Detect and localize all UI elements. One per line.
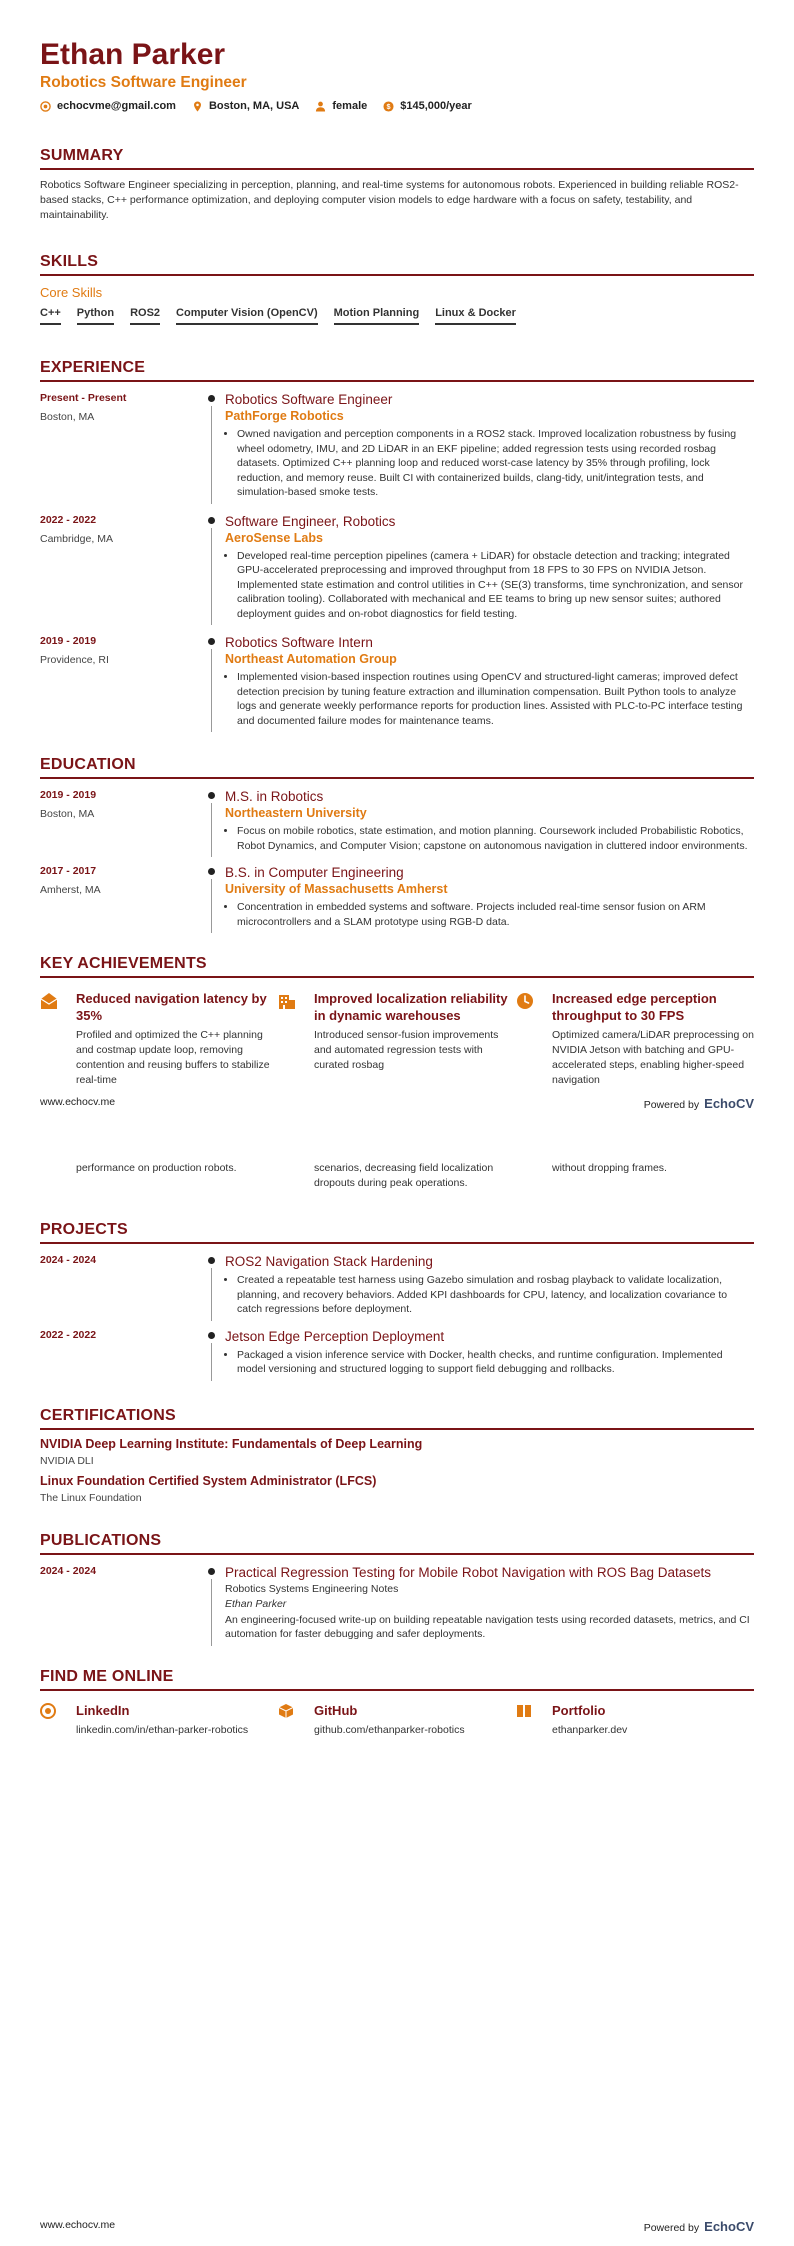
- timeline-rail: [205, 635, 225, 728]
- entry-role: Software Engineer, Robotics: [225, 513, 396, 529]
- section-title-online: FIND ME ONLINE: [40, 1668, 754, 1691]
- projects-section: [40, 1221, 754, 1377]
- coin-icon: [383, 101, 394, 112]
- summary-text: Robotics Software Engineer specializing in perception, planning, and real-time systems for autonomous robots. Experienced in building reliable ROS2-based stacks, C++ performance optimization, and deploying computer vision models to edge hardware with a focus on safety, testability, and maintainability.: [40, 179, 739, 221]
- entry-bullet: • Focus on mobile robotics, state estimation, and motion planning. Coursework included Probabilistic Robotics, Robot Dynamics, and Computer Vision; capstone on autonomous navigation in cluttered indoor environments.: [237, 824, 754, 853]
- entry-date: 2024 - 2024: [40, 1564, 97, 1577]
- project-entry: [40, 1254, 754, 1317]
- achievement-desc-cont: scenarios, decreasing field localization dropouts during peak operations.: [314, 1162, 494, 1189]
- skill-tag: ROS2: [130, 307, 160, 325]
- entry-location: Boston, MA: [40, 411, 95, 423]
- entry-location: Boston, MA: [40, 808, 95, 820]
- brand-logo: EchoCV: [704, 1096, 754, 1111]
- achievement-item-cont: [278, 1161, 516, 1191]
- achievement-item-cont: [40, 1161, 278, 1191]
- brand-logo: EchoCV: [704, 2219, 754, 2234]
- project-name: ROS2 Navigation Stack Hardening: [225, 1254, 433, 1269]
- section-title-summary: SUMMARY: [40, 147, 754, 170]
- experience-entry: [40, 392, 754, 500]
- timeline-rail: [205, 865, 225, 929]
- cert-issuer: The Linux Foundation: [40, 1491, 142, 1504]
- contact-email[interactable]: [40, 100, 176, 112]
- entry-date: 2024 - 2024: [40, 1254, 97, 1266]
- entry-bullet: • Packaged a vision inference service with Docker, health checks, and runtime configuration. Implemented model versioning and structured logging to support field debugging and rollbacks.: [237, 1348, 754, 1377]
- timeline-rail: [205, 789, 225, 853]
- achievement-title: Improved localization reliability in dynamic warehouses: [314, 991, 508, 1023]
- entry-date: 2022 - 2022: [40, 1328, 97, 1341]
- experience-entry: [40, 514, 754, 622]
- footer-site[interactable]: www.echocv.me: [40, 1096, 116, 1108]
- timeline-rail: [205, 1254, 225, 1317]
- online-links: [40, 1703, 754, 1738]
- entry-org: PathForge Robotics: [225, 409, 344, 423]
- entry-org: Northeast Automation Group: [225, 652, 397, 666]
- section-title-achievements: KEY ACHIEVEMENTS: [40, 955, 754, 978]
- candidate-title: Robotics Software Engineer: [40, 74, 247, 91]
- skills-list: [40, 307, 754, 325]
- entry-org: AeroSense Labs: [225, 530, 323, 545]
- candidate-name: Ethan Parker: [40, 38, 226, 71]
- entry-degree: M.S. in Robotics: [225, 789, 324, 804]
- salary-text: $145,000/year: [400, 100, 472, 112]
- powered-by-text: Powered by: [643, 1099, 700, 1111]
- at-icon: [40, 101, 51, 112]
- achievement-item-cont: [516, 1161, 754, 1191]
- timeline-rail: [205, 514, 225, 622]
- summary-section: [40, 147, 754, 223]
- achievements-continued: [40, 1161, 754, 1191]
- powered-by-text: Powered by: [643, 2222, 700, 2234]
- skill-group-label: Core Skills: [40, 285, 103, 300]
- entry-school: Northeastern University: [225, 806, 367, 820]
- page-2: [0, 1123, 794, 2246]
- online-link[interactable]: ethanparker.dev: [552, 1723, 628, 1736]
- online-item-linkedin[interactable]: [40, 1703, 278, 1738]
- page-footer: [40, 2219, 754, 2234]
- svg-text:$: $: [386, 101, 391, 111]
- achievement-item: [40, 990, 278, 1088]
- online-link[interactable]: linkedin.com/in/ethan-parker-robotics: [76, 1723, 249, 1736]
- achievements-grid: [40, 990, 754, 1088]
- entry-bullet: • Developed real-time perception pipelines (camera + LiDAR) for obstacle detection and tracking; integrated GPU-accelerated preprocessing and improved throughput from 18 FPS to 30 FPS on NVIDIA Jetson. Implemented state estimation and control utilities in C++ (SE(3) transforms, time synchronization, and sensor calibration tooling). Collaborated with mechanical and EE teams to bring up new sensor suites; authored deployment guides and on-robot diagnostics for field testing.: [237, 549, 754, 622]
- achievement-title: Reduced navigation latency by 35%: [76, 991, 267, 1023]
- certifications-section: [40, 1407, 754, 1504]
- experience-section: [40, 359, 754, 728]
- achievement-item: [278, 990, 516, 1088]
- entry-date: 2017 - 2017: [40, 865, 97, 877]
- achievement-desc-cont: performance on production robots.: [76, 1162, 237, 1174]
- cert-title: NVIDIA Deep Learning Institute: Fundamentals of Deep Learning: [40, 1436, 423, 1451]
- section-title-skills: SKILLS: [40, 253, 754, 276]
- online-item-portfolio[interactable]: [516, 1703, 754, 1738]
- envelope-open-icon: [40, 992, 58, 1010]
- education-entry: [40, 865, 754, 929]
- online-name: LinkedIn: [76, 1702, 130, 1718]
- online-link[interactable]: github.com/ethanparker-robotics: [314, 1723, 465, 1736]
- contact-location: [192, 100, 299, 112]
- contact-salary: [383, 100, 472, 112]
- section-title-publications: PUBLICATIONS: [40, 1532, 754, 1555]
- achievements-section: [40, 955, 754, 1088]
- entry-date: 2019 - 2019: [40, 635, 97, 647]
- achievement-desc: Introduced sensor-fusion improvements and automated regression tests with curated rosbag: [314, 1029, 499, 1071]
- entry-location: Cambridge, MA: [40, 532, 113, 545]
- entry-school: University of Massachusetts Amherst: [225, 882, 448, 896]
- powered-by: [644, 1096, 754, 1111]
- achievement-title: Increased edge perception throughput to 30 FPS: [552, 991, 717, 1023]
- target-icon: [40, 1703, 56, 1719]
- online-item-github[interactable]: [278, 1703, 516, 1738]
- contact-gender: [315, 100, 367, 112]
- publication-venue: Robotics Systems Engineering Notes: [225, 1582, 399, 1595]
- project-name: Jetson Edge Perception Deployment: [225, 1328, 445, 1344]
- location-text: Boston, MA, USA: [208, 100, 300, 112]
- powered-by: [644, 2219, 754, 2234]
- education-section: [40, 756, 754, 929]
- skills-section: [40, 253, 754, 325]
- map-pin-icon: [192, 101, 203, 112]
- cube-icon: [278, 1703, 294, 1719]
- publication-author: Ethan Parker: [225, 1597, 287, 1610]
- publications-section: [40, 1532, 754, 1642]
- online-name: GitHub: [314, 1702, 358, 1718]
- skill-tag: Computer Vision (OpenCV): [176, 307, 318, 325]
- achievement-desc: Profiled and optimized the C++ planning and costmap update loop, removing contention and reusing buffers to stabilize real-time: [76, 1029, 270, 1086]
- entry-date: 2019 - 2019: [40, 789, 97, 801]
- section-title-certifications: CERTIFICATIONS: [40, 1407, 754, 1430]
- building-icon: [278, 992, 296, 1010]
- achievement-item: [516, 990, 754, 1088]
- clock-icon: [516, 992, 534, 1010]
- skill-tag: Linux & Docker: [435, 307, 516, 325]
- online-section: [40, 1668, 754, 1738]
- timeline-rail: [205, 1329, 225, 1377]
- entry-bullet: • Created a repeatable test harness using Gazebo simulation and rosbag playback to validate localization, planning, and recovery behaviors. Added KPI dashboards for CPU, latency, and localization covariance to catch regressions before deployment.: [237, 1273, 754, 1317]
- entry-bullet: • Implemented vision-based inspection routines using OpenCV and structured-light cameras; improved defect detection precision by tuning feature extraction and illumination compensation. Built Python tools to analyze logs and generate weekly performance reports for production lines. Assisted with PLC-to-PC interface testing and documented failure modes for maintenance teams.: [237, 670, 754, 728]
- gender-text: female: [332, 100, 368, 112]
- timeline-rail: [205, 392, 225, 500]
- cert-title: Linux Foundation Certified System Administrator (LFCS): [40, 1473, 377, 1488]
- book-icon: [516, 1703, 532, 1719]
- skill-tag: Python: [77, 307, 114, 325]
- entry-role: Robotics Software Intern: [225, 635, 373, 650]
- entry-date: Present - Present: [40, 392, 127, 404]
- publication-desc: An engineering-focused write-up on building repeatable navigation tests using recorded datasets, metrics, and CI automation for faster debugging and safer deployments.: [225, 1613, 750, 1640]
- achievement-desc: Optimized camera/LiDAR preprocessing on NVIDIA Jetson with batching and GPU-accelerated steps, enabling higher-speed navigation: [552, 1029, 754, 1086]
- section-title-experience: EXPERIENCE: [40, 359, 754, 382]
- entry-location: Amherst, MA: [40, 884, 101, 896]
- cert-issuer: NVIDIA DLI: [40, 1454, 94, 1467]
- contact-row: [40, 100, 754, 112]
- publication-title: Practical Regression Testing for Mobile Robot Navigation with ROS Bag Datasets: [225, 1564, 711, 1580]
- entry-bullet: • Owned navigation and perception components in a ROS2 stack. Improved localization robustness by fusing wheel odometry, IMU, and 2D LiDAR in an EKF pipeline; added regression tests using recorded rosbag datasets. Optimized C++ planning loop and reduced worst-case latency by 35% through profiling, lock reduction, and memory reuse. Built CI with containerized builds, clang-tidy, unit/integration tests, and simulation-based smoke tests.: [237, 427, 754, 500]
- entry-location: Providence, RI: [40, 654, 109, 666]
- timeline-rail: [205, 1565, 225, 1642]
- footer-site[interactable]: www.echocv.me: [40, 2219, 116, 2231]
- online-name: Portfolio: [552, 1702, 606, 1718]
- achievement-desc-cont: without dropping frames.: [552, 1162, 667, 1174]
- section-title-education: EDUCATION: [40, 756, 754, 779]
- publication-entry: [40, 1565, 754, 1642]
- section-title-projects: PROJECTS: [40, 1221, 754, 1244]
- skill-tag: Motion Planning: [334, 307, 420, 325]
- entry-date: 2022 - 2022: [40, 513, 97, 526]
- email-text: echocvme@gmail.com: [57, 100, 176, 112]
- page-footer: [40, 1096, 754, 1111]
- education-entry: [40, 789, 754, 853]
- certification-item: [40, 1437, 754, 1467]
- project-entry: [40, 1329, 754, 1377]
- user-icon: [315, 101, 326, 112]
- skill-tag: C++: [40, 307, 61, 325]
- experience-entry: [40, 635, 754, 728]
- certification-item: [40, 1474, 754, 1504]
- entry-degree: B.S. in Computer Engineering: [225, 865, 404, 880]
- entry-bullet: • Concentration in embedded systems and software. Projects included real-time sensor fusion on ARM microcontrollers and a SLAM prototype using RGB-D data.: [237, 900, 754, 929]
- entry-role: Robotics Software Engineer: [225, 392, 393, 407]
